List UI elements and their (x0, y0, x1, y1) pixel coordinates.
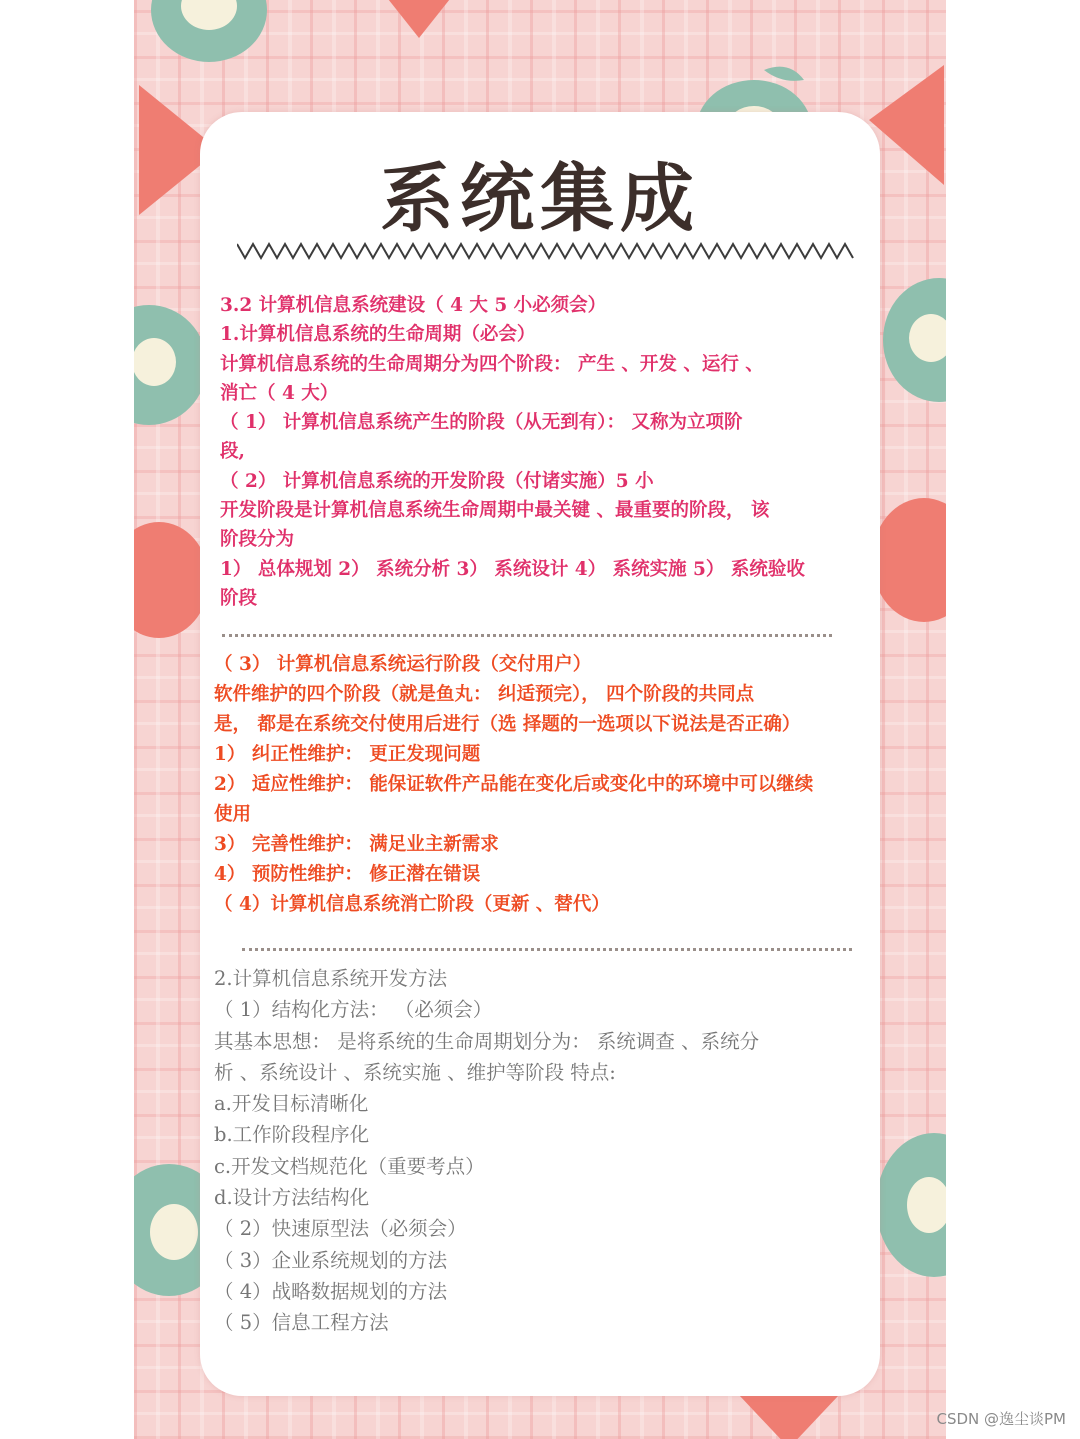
dotted-divider-2 (242, 948, 852, 951)
section2-line: （ 3） 计算机信息系统运行阶段（交付用户） (214, 654, 592, 675)
section1-line: （ 2） 计算机信息系统的开发阶段（付诸实施）5 小 (220, 470, 654, 492)
section3-line: d.设计方法结构化 (214, 1186, 370, 1210)
section1-line: 消亡（ 4 大） (220, 382, 339, 404)
section2-line: 2） 适应性维护： 能保证软件产品能在变化后或变化中的环境中可以继续 (214, 774, 814, 795)
section2-line: 使用 (214, 804, 252, 825)
section1-line: 段, (220, 441, 245, 463)
section1-line: 阶段 (220, 587, 258, 609)
section3-line: 析 、系统设计 、系统实施 、维护等阶段 特点: (214, 1060, 616, 1084)
apple-illustration-bottom-right (874, 1120, 946, 1280)
section1-line: 1.计算机信息系统的生命周期（必会） (220, 324, 536, 346)
section1-line: 计算机信息系统的生命周期分为四个阶段： 产生 、开发 、运行 、 (220, 353, 764, 375)
section2-line: 1） 纠正性维护： 更正发现问题 (214, 744, 481, 765)
page-title: 系统集成 (380, 156, 700, 242)
section1-line: 1） 总体规划 2） 系统分析 3） 系统设计 4） 系统实施 5） 系统验收 (220, 558, 805, 580)
section3-line: （ 4）战略数据规划的方法 (214, 1279, 448, 1303)
section1-line: 阶段分为 (220, 529, 295, 551)
dotted-divider-1 (222, 634, 832, 637)
watermelon-illustration-bottom (734, 1390, 844, 1439)
section1-line: 开发阶段是计算机信息系统生命周期中最关键 、最重要的阶段， 该 (220, 500, 770, 522)
section3-line: 其基本思想： 是将系统的生命周期划分为： 系统调查 、系统分 (214, 1029, 760, 1053)
section3-line: （ 2）快速原型法（必须会） (214, 1217, 467, 1241)
section2-line: 是， 都是在系统交付使用后进行（选 择题的一选项以下说法是否正确） (214, 714, 801, 735)
section3-line: 2.计算机信息系统开发方法 (214, 967, 448, 990)
zigzag-divider (237, 240, 859, 264)
section1-line: （ 1） 计算机信息系统产生的阶段（从无到有）： 又称为立项阶 (220, 412, 743, 434)
apple-illustration-right (879, 270, 946, 410)
section-development-methods (214, 963, 759, 1339)
section2-line: 3） 完善性维护： 满足业主新需求 (214, 834, 499, 855)
section3-line: （ 1）结构化方法： （必须会） (214, 998, 493, 1022)
csdn-watermark: CSDN @逸尘谈PM (936, 1410, 1066, 1428)
section-operation-stage (214, 650, 813, 920)
section1-line: 3.2 计算机信息系统建设（ 4 大 5 小必须会） (220, 295, 607, 316)
strawberry-illustration-top (364, 0, 474, 40)
section2-line: （ 4）计算机信息系统消亡阶段（更新 、替代） (214, 894, 610, 915)
section-lifecycle (220, 291, 805, 613)
section3-line: c.开发文档规范化（重要考点） (214, 1154, 485, 1178)
section2-line: 软件维护的四个阶段（就是鱼丸： 纠适预完）， 四个阶段的共同点 (214, 684, 755, 705)
section2-line: 4） 预防性维护： 修正潜在错误 (214, 864, 481, 885)
section3-line: b.工作阶段程序化 (214, 1123, 370, 1147)
section3-line: （ 3）企业系统规划的方法 (214, 1248, 448, 1272)
section3-line: （ 5）信息工程方法 (214, 1311, 389, 1335)
apple-illustration-top-left (144, 0, 274, 70)
section3-line: a.开发目标清晰化 (214, 1092, 369, 1116)
